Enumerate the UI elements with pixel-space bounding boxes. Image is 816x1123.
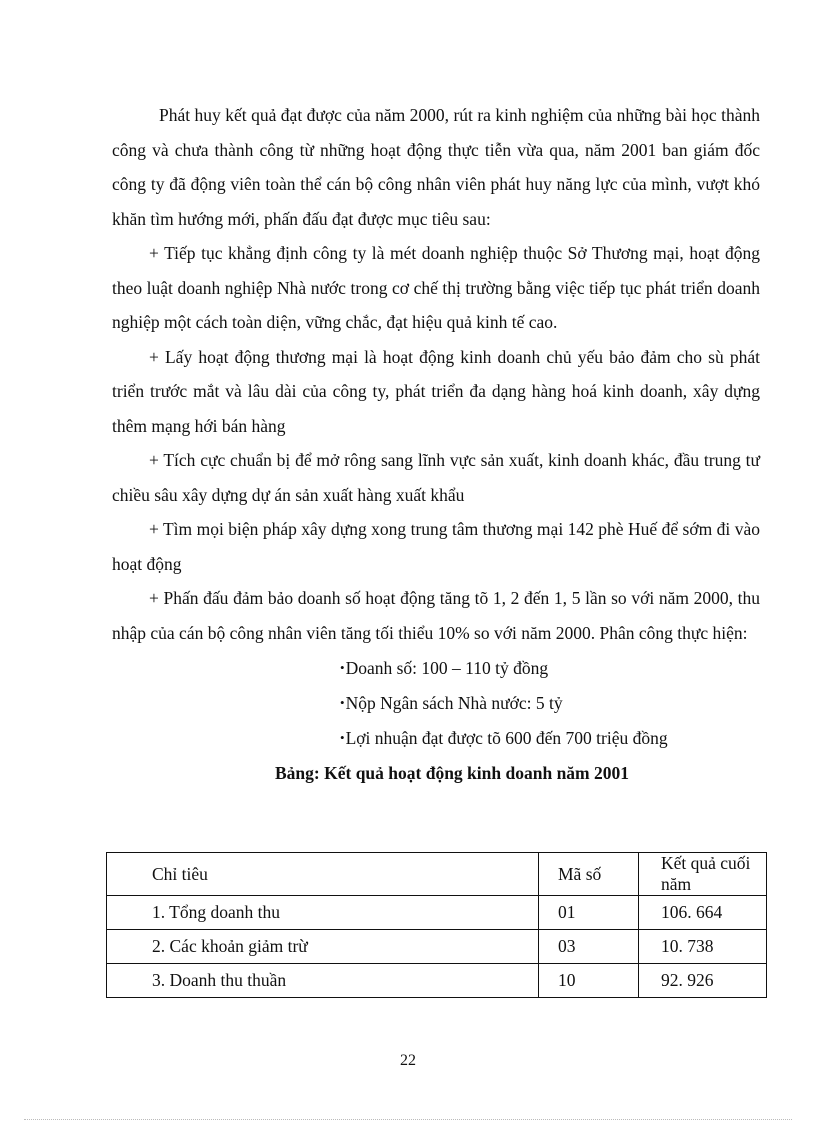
cell-indicator: 3. Doanh thu thuần xyxy=(107,964,539,998)
document-body xyxy=(112,98,760,787)
target-profit: Lợi nhuận đạt được tõ 600 đến 700 triệu đồng xyxy=(345,728,668,748)
cell-result: 92. 926 xyxy=(639,964,767,998)
page-bottom-divider xyxy=(24,1119,792,1120)
cell-indicator: 2. Các khoản giảm trừ xyxy=(107,930,539,964)
paragraph-goal-1: + Tiếp tục khẳng định công ty là mét doanh nghiệp thuộc Sở Thương mại, hoạt động theo luật doanh nghiệp Nhà nước trong cơ chế thị trường bằng việc tiếp tục phát triển doanh nghiệp một cách toàn diện, vững chắc, đạt hiệu quả kinh tế cao. xyxy=(112,243,760,332)
header-code: Mã số xyxy=(539,853,639,896)
list-item xyxy=(340,685,760,720)
target-list xyxy=(112,650,760,755)
cell-result: 10. 738 xyxy=(639,930,767,964)
bullet-icon: • xyxy=(340,695,345,710)
list-item xyxy=(340,720,760,755)
table-row xyxy=(107,930,767,964)
paragraph-goal-5: + Phấn đấu đảm bảo doanh số hoạt động tăng tõ 1, 2 đến 1, 5 lần so với năm 2000, thu nhập của cán bộ công nhân viên tăng tối thiểu 10% so với năm 2000. Phân công thực hiện: xyxy=(112,588,760,643)
paragraph-goal-4: + Tìm mọi biện pháp xây dựng xong trung tâm thương mại 142 phè Huế để sớm đi vào hoạt động xyxy=(112,519,760,574)
cell-result: 106. 664 xyxy=(639,896,767,930)
table-header-row xyxy=(107,853,767,896)
paragraph-goal-3: + Tích cực chuẩn bị để mở rông sang lĩnh vực sản xuất, kinh doanh khác, đầu trung tư chiều sâu xây dựng dự án sản xuất hàng xuất khẩu xyxy=(112,450,760,505)
cell-code: 01 xyxy=(539,896,639,930)
table-row xyxy=(107,964,767,998)
page-number: 22 xyxy=(400,1052,416,1069)
bullet-icon: • xyxy=(340,660,345,675)
header-indicator: Chỉ tiêu xyxy=(107,853,539,896)
list-item xyxy=(340,650,760,685)
table-row xyxy=(107,896,767,930)
header-result: Kết quả cuối năm xyxy=(639,853,767,896)
cell-indicator: 1. Tổng doanh thu xyxy=(107,896,539,930)
cell-code: 03 xyxy=(539,930,639,964)
paragraph-intro: Phát huy kết quả đạt được của năm 2000, rút ra kinh nghiệm của những bài học thành công và chưa thành công từ những hoạt động thực tiễn vừa qua, năm 2001 ban giám đốc công ty đã động viên toàn thể cán bộ công nhân viên phát huy năng lực của mình, vượt khó khăn tìm hướng mới, phấn đấu đạt được mục tiêu sau: xyxy=(112,105,760,229)
paragraph-goal-2: + Lấy hoạt động thương mại là hoạt động kinh doanh chủ yếu bảo đảm cho sù phát triển trước mắt và lâu dài của công ty, phát triển đa dạng hàng hoá kinh doanh, xây dựng thêm mạng hới bán hàng xyxy=(112,346,760,436)
results-table xyxy=(106,852,767,998)
target-budget: Nộp Ngân sách Nhà nước: 5 tỷ xyxy=(345,693,563,713)
target-revenue: Doanh số: 100 – 110 tỷ đồng xyxy=(345,658,549,678)
table-caption: Bảng: Kết quả hoạt động kinh doanh năm 2001 xyxy=(275,763,629,783)
cell-code: 10 xyxy=(539,964,639,998)
bullet-icon: • xyxy=(340,730,345,745)
